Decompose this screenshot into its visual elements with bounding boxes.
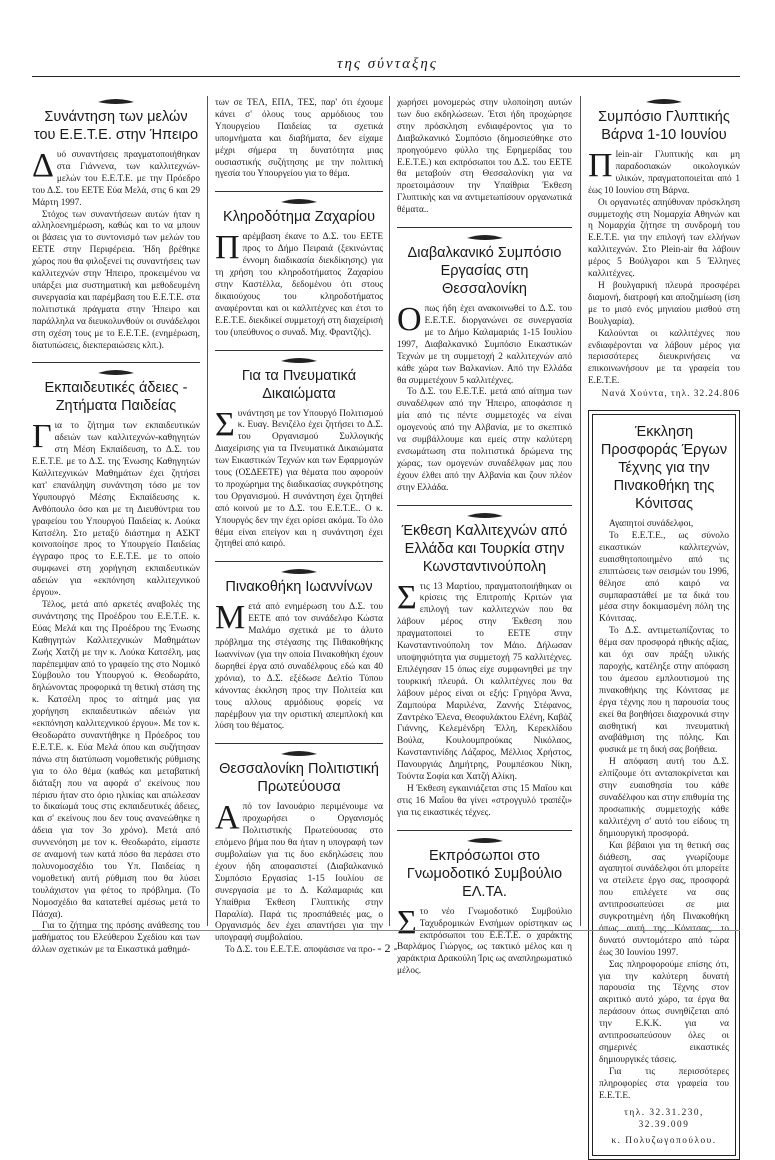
drop-cap: Π [588,147,613,184]
article-body: Αγαπητοί συνάδελφοι, Το Ε.Ε.Τ.Ε., ως σύνολο εικαστικών καλλιτεχνών, ευαισθητοποιημένο από τις επιπτώσεις των σεισμών του 1996, θέλησε από καιρό να συμπαραστάθεί με τα δικά του μέσα στην δοκιμασμένη πόλη της Κόνιτσας. Το Δ.Σ. αντιμετωπίζοντας το θέμα σαν προσφορά ηθικής αξίας, και όχι σαν πράξη υλικής παροχής, κατέληξε στην απόφαση του άμεσου εμπλουτισμού της πινακοθήκης της Κόνιτσας με έργα τέχνης που η παρουσία τους εκεί θα βοηθήσει διαχρονικά στην αισθητική και πνευματική αναβάθμιση της πόλης. Και φυσικά με τη δική σας βοήθεια. Η απόφαση αυτή του Δ.Σ. ελπίζουμε ότι ανταποκρίνεται και στην ευαισθησία του κάθε συναδέλφου και στην επιθυμία της προσωπικής συμμετοχής κάθε καλλιτέχνη σ' αυτό του είδους τη δημιουργική προσφορά. Και βέβαιοι για τη θετική σας διάθεση, σας γνωρίζουμε αγαπητοί συνάδελφοι ότι μπορείτε να στείλετε έργο σας, προσφορά που επιλέγετε να σας αντιπροσωπεύσει σε μια συγκροτημένη ήδη Πινακοθήκη όπως αυτή της Κόνιτσας, το δυνατό συντομότερο από τώρα έως 30 Ιουνίου 1997. Σας πληροφορούμε επίσης ότι, για την καλύτερη δυνατή παρουσία της Τέχνης στον ακριτικό αυτό χώρο, τα έργα θα περάσουν όπως συνηθίζεται από την Ε.Κ.Κ. για να αντιπροσωπεύσουν όλες οι σημερινές εικαστικές δημιουργικές τάσεις. Για τις περισσότερες πληροφορίες στα γραφεία του Ε.Ε.Τ.Ε. [599,519,729,1101]
article-title: Εκπαιδευτικές άδειες - Ζητήματα Παιδείας [44,380,188,415]
article-separator [215,191,383,192]
ornament-icon [96,98,136,106]
column-4 [588,98,740,1160]
article-title: Κληροδότημα Ζαχαρίου [222,209,376,226]
article-thessaloniki [215,750,383,957]
article-signature: Νανά Χούντα, τηλ. 32.24.806 [601,389,740,400]
header-rule [32,76,740,77]
page-number: - 2 - [377,941,398,955]
article-title: Έκθεση Καλλιτεχνών από Ελλάδα και Τουρκία στην Κωνσταντινούπολη [401,522,568,575]
drop-cap: Ο [397,301,422,339]
ornament-icon [96,369,136,377]
ornament-icon [279,750,319,758]
article-body: Από τον Ιανουάριο περιμένουμε να προχωρήσει ο Οργανισμός Πολιτιστικής Πρωτεύουσας στο επόμενο βήμα που θα ήταν η υπογραφή των συμβολαίων για τις δυο εκδηλώσεις που έχουν ήδη αποφασιστεί (Διαβαλκανικό Συμπόσιο Εργασίας 1-15 Ιουλίου σε συνεργασία με το Δ. Καλαμαριάς και Υπαίθρια Έκθεση Γλυπτικής στην Παραλία). Παρά τις προσπάθειές μας, ο Οργανισμός δεν έχει απαντήσει για την υπογραφή συμβολαίου. Το Δ.Σ. του Ε.Ε.Τ.Ε. αποφάσισε να προ- [215,799,383,956]
article-title: Συνάντηση των μελών του Ε.Ε.Τ.Ε. στην Ήπειρο [33,109,199,143]
article-body: Για το ζήτημα των εκπαιδευτικών αδειών των καλλιτεχνών-καθηγητών στη Μέση Εκπαίδευση, το Δ.Σ. του Ε.Ε.Τ.Ε. με το Δ.Σ. της Ένωσης Καθηγητών Καλλιτεχνικών Μαθημάτων έχει ζητήσει κατ' επανάληψη συνάντηση τόσο με τον Υφυπουργό Μέσης Εκπαίδευσης κ. Ανθόπουλο όσο και με τη Διευθύντρια του γραφείου του Υπουργού Παιδείας κ. Λούκα Κατσέλη. Στο μεταξύ διάστημα η ΑΣΚΤ κοινοποίησε προς το Υπουργείο Παιδείας έγγραφο προς το Ε.Ε.Τ.Ε. με το οποίο συμφωνεί στη χορήγηση εκπαιδευτικών αδειών για «εκπόνηση καλλιτεχνικού έργου». Τέλος, μετά από αρκετές αναβολές της συνάντησης της Προέδρου του Ε.Ε.Τ.Ε. κ. Εύας Μελά και της Προέδρου της Ένωσης Καθηγητών Καλλιτεχνικών Μαθημάτων Ζωής Χατζή με την κ. Λούκα Κατσέλη, μας παρέπεμψαν από το γραφείο της στο Νομικό Σύμβουλο του Υπουργού κ. Θεοδωράτο, δηλώνοντας προφορικά τη θετική στάση της κ. Κατσέλη προς το αίτημά μας για χορήγηση εκπαιδευτικών αδειών για «εκπόνηση καλλιτεχνικού έργου». Με τον κ. Θεοδωράτο συναντήθηκε η Πρόεδρος του Ε.Ε.Τ.Ε. κ. Εύα Μελά όπου και συζήτησαν πάνω στη διατύπωση νομοθετικής ρύθμισης για το όλο θέμα (καθώς και μεταβατική διάταξη που να αφορά σ' εκείνους που πέρισυ ήταν στο όριο ηλικίας και απώλεσαν το δικαίωμά τους στις εκπαιδευτικές άδειες, και σ' εκείνους που δεν τους ανανεώθηκε η άδεια για τον 3ο χρόνο). Μετά από συννενόηση με τον κ. Θεοδωράτο, είμαστε σε αναμονή των κατά πόσο θα περάσει στο πολυνομοσχέδιο του Υπ. Παιδείας η νομοθετική αυτή ρύθμιση που θα λύσει τουλάχιστον για φέτος το πρόβλημα. (Το Νομοσχέδιο θα κατατεθεί αμέσως μετά το Πάσχα). Για το ζήτημα της πρόσης ανάθεσης του μαθήματος του Ελεύθερου Σχεδίου και των άλλων σχετικών με τα Εικαστικά μαθημά- [32,418,200,956]
article-body: Συνάντηση με τον Υπουργό Πολιτισμού κ. Ευαγ. Βενιζέλο έχει ζητήσει το Δ.Σ. του Οργανισμού Συλλογικής Διαχείρισης για τα Πνευματικά Δικαιώματα των Εικαστικών Τεχνών και των Εφαρμογών τους (ΟΣΔΕΕΤΕ) για θέματα που αφορούν το προχώρημα της διαδικασίας συγκρότησης του Οργανισμού. Η συνάντηση έχει ζητηθεί από κοινού με το Δ.Σ. του Ε.Ε.Τ.Ε.. Ο κ. Υπουργός δεν την έχει ορίσει ακόμα. Το όλο θέμα είναι επείγον και η συνάντηση έχει ζητηθεί από καιρό. [215,405,383,550]
article-title: Πινακοθήκη Ιωαννίνων [225,579,373,596]
column-2 [215,98,383,967]
footer-rule [32,930,740,931]
drop-cap: Γ [32,418,52,456]
column-divider [580,96,581,926]
article-ekprosopoi [397,837,572,978]
article-synantisi [32,98,200,352]
column-divider [389,96,390,926]
article-title: Θεσσαλονίκη Πολιτιστική Πρωτεύουσα [219,761,379,796]
ornament-icon [465,512,505,520]
greeting: Αγαπητοί συνάδελφοι, [609,519,694,530]
column-1 [32,98,200,967]
drop-cap: Δ [32,147,54,184]
ornament-icon [279,357,319,365]
article-separator [397,227,572,228]
article-thessaloniki-continued: χωρήσει μονομερώς στην υλοποίηση αυτών των δυο εκδηλώσεων. Έτσι ήδη προχώρησε στην πρόσκληση ενδιαφέροντος για το Διαβαλκανικό Συμπόσιο (δημοσιεύθηκε στο προηγούμενο φύλλο της Εφημερίδας του Ε.Ε.Τ.Ε.) και εκπρόσωποι του Δ.Σ. του ΕΕΤΕ θα μεταβούν στη Θεσσαλονίκη για να προετοιμάσουν την Υπαίθρια Έκθεση Γλυπτικής και να αντιμετωπίσουν οργανωτικά θέματα.. [397,98,572,216]
section-title: της σύνταξης [337,56,438,72]
article-adeies-continued: των σε ΤΕΛ, ΕΠΛ, ΤΕΣ, παρ' ότι έχουμε κάνει σ' όλους τους αρμόδιους του Υπουργείου Παιδείας τα σχετικά υπομνήματα και διαβήματα, δεν είχαμε μέχρι σήμερα τη δυνατότητα μιας ουσιαστικής συζήτησης με την πολιτική ηγεσία του Υπουργείου για το θέμα. [215,98,383,180]
column-divider [207,96,208,926]
article-pinakothiki-ioanninon [215,568,383,733]
drop-cap: Μ [215,599,246,637]
article-body: Οπως ήδη έχει ανακοινωθεί το Δ.Σ. του Ε.Ε.Τ.Ε. διοργανώνει σε συνεργασία με το Δήμο Καλαμαριάς 1-15 Ιουλίου 1997, Διαβαλκανικό Συμπόσιο Εικαστικών Τεχνών με τη συμμετοχή 2 καλλιτεχνών από κάθε χώρα των Βαλκανίων. Από την Ελλάδα θα συμμετέχουν 5 καλλιτέχνες. Το Δ.Σ. του Ε.Ε.Τ.Ε. μετά από αίτημα των συναδέλφων από την Ήπειρο, αποφάσισε η μία από τις πέντε συμμετοχές να είναι ομογενούς από την Αλβανία, με το σκεπτικό να συμβάλλουμε και εμείς στην καλύτερη ενσωμάτωση στα πολιτιστικά δρώμενα της χώρας, των ομογενών συναδέλφων μας που έχουν έλθει από την Αλβανία και ζουν πλέον στην Ελλάδα. [397,301,572,493]
article-pnevmatika [215,357,383,552]
article-separator [215,350,383,351]
contact-phones: τηλ. 32.31.230, 32.39.009 [624,1107,704,1130]
ornament-icon [465,837,505,845]
article-separator [215,561,383,562]
ornament-icon [644,98,684,106]
article-separator [397,830,572,831]
article-title: Για τα Πνευματικά Δικαιώματα [241,367,357,402]
article-body: Μετά από ενημέρωση του Δ.Σ. του ΕΕΤΕ από τον συνάδελφο Κώστα Μαλάμο σχετικά με το άλυτο πρόβλημα της στέγασης της Πιθακοθήκης Ιωαννίνων (για την οποία Πινακοθήκη έχουν δωρηθεί έργα από συναδέλφους εδώ και 40 χρόνια), το Δ.Σ. εξέδωσε Δελτίο Τύπου κάνοντας έκκληση προς την Πολιτεία και τους αλλους αρμόδιους φορείς να παρέμβουν για την οριστική απεμπλοκή και λύση του θέματος. [215,599,383,732]
article-separator [397,505,572,506]
article-body: Παρέμβαση έκανε το Δ.Σ. του ΕΕΤΕ προς το Δήμο Πειραιά (ξεκινώντας έννομη διαδικασία διεκδίκησης) για τη χρήση του κληροδοτήματος Ζαχαρίου στην Καστέλλα, δεδομένου ότι στους δικαιούχους του κληροδοτήματος αναφέρονται και οι καλλιτέχνες και έτσι το Ε.Ε.Τ.Ε. διεκδικεί συμμετοχή στη διαχείρισή του (υπεύθυνος ο συναδ. Μιχ. Φραντζής). [215,229,383,338]
article-ekthesi [397,512,572,820]
column-3 [397,98,572,988]
ornament-icon [279,568,319,576]
ornament-icon [279,198,319,206]
article-diavalkaniko [397,234,572,495]
article-separator [215,743,383,744]
appeal-box [588,410,740,1159]
article-klirodotima [215,198,383,339]
ornament-icon [465,234,505,242]
contact-person: κ. Πολυζωγοπούλου. [611,1135,717,1146]
drop-cap: Α [215,799,240,837]
article-title: Συμπόσιο Γλυπτικής Βάρνα 1-10 Ιουνίου [598,109,730,143]
article-title: Έκκληση Προσφοράς Έργων Τέχνης για την Πινακοθήκη της Κόνιτσας [600,424,728,513]
drop-cap: Π [215,229,240,267]
drop-cap: Σ [215,405,235,443]
article-body: Πlein-air Γλυπτικής και μη παραδοσιακών οικολογικών υλικών, πραγματοποιείται από 1 έως 10 Ιουνίου στη Βάρνα. Οι οργανωτές απηύθυναν πρόσκληση συμμετοχής στη Νομαρχία Αθηνών και η Νομαρχία ζήτησε τη συνδρομή του Ε.Ε.Τ.Ε. για την επιλογή των ελλήνων καλλιτεχνών. Στο Plein-air θα λάβουν μέρος 5 Βούλγαροι και 5 Έλληνες καλλιτέχνες. Η βουλγαρική πλευρά προσφέρει διαμονή, διατροφή και αποζημίωση (ίση με το μισό ενός μηνιαίου μισθού στη Βουλγαρία). Καλούνται οι καλλιτέχνες που ενδιαφέρονται να λάβουν μέρος για περισσότερες διευκρινήσεις να επικοινωνήσουν με τα γραφεία του Ε.Ε.Τ.Ε. [588,147,740,387]
drop-cap: Σ [397,578,417,616]
article-body: Στις 13 Μαρτίου, πραγματοποιήθηκαν οι κρίσεις της Επιτροπής Κριτών για επιλογή των καλλιτεχνών που θα λάβουν μέρος στην Έκθεση που πραγματοποιεί το ΕΕΤΕ στην Κωνσταντινούπολη τον Μάιο. Δήλωσαν υποψηφιότητα για συμμετοχή 75 καλλιτέχνες. Επιλέγησαν 15 όπως είχε συμφωνηθεί με την τουρκική πλευρά. Οι καλλιτέχνες που θα λάβουν μέρος είναι οι εξής: Γρηγόρα Άννα, Ζαμπούρα Μαριλένα, Ζαννής Στέφανος, Ζαντρέκο Έλενα, Θεοφυλάκτου Ελένη, Καβάζ Γιάννης, Κελεμένδρη Έλλη, Κερεκλίδου Βούλα, Κουλουμπρούκας Νικόλαος, Κωνσταντινίδης Λάζαρος, Μέλλιος Χρήστος, Πανουργιάς Δημήτρης, Ρουμπέσκου Νίκη, Τούντα Σοφία και Χατζή Αλίκη. Η Έκθεση εγκαινιάζεται στις 15 Μαΐου και στις 16 Μαΐου θα γίνει «στρογγυλό τραπέζι» για τις εικαστικές τέχνες. [397,578,572,818]
article-adeies [32,369,200,957]
article-body: Δυό συναντήσεις πραγματοποιήθηκαν στα Γιάννενα, των καλλιτεχνών-μελών του Ε.Ε.Τ.Ε. με την Πρόεδρο του Δ.Σ. του ΕΕΤΕ Εύα Μελά, στις 6 και 29 Μάρτη 1997. Στόχος των συναντήσεων αυτών ήταν η αλληλοενημέρωση, καθώς και το να μπουν οι βάσεις για το συντονισμό των μελών του ΕΕΤΕ στην Περιφέρεια. Ήδη βρέθηκε χώρος που θα φιλοξενεί τις συναντήσεις των καλλιτεχνών στην Ήπειρο, προκειμένου να υπάρξει μια συστηματική και μεθοδευμένη συνεργασία και παρέμβαση του Ε.Ε.Τ.Ε. στα πολιτιστικά πράγματα στην Ήπειρο και παράλληλα να διευκολυνθούν οι συνάδελφοι στη σχέση τους με το Ε.Ε.Τ.Ε. (ενημέρωση, διατυπώσεις, διεκπεραιώσεις κλπ.). [32,147,200,351]
article-body: Στο νέο Γνωμοδοτικό Συμβούλιο Ταχυδρομικών Ενσήμων ορίστηκαν ως εκπρόσωποι του Ε.Ε.Τ.Ε. ο χαράκτης Βαρλάμος Γιώργος, ως τακτικό μέλος και η χαράκτρια Δρακούλη Ίρις ως αναπληρωματικό μέλος. [397,903,572,977]
article-title: Εκπρόσωποι στο Γνωμοδοτικό Συμβούλιο ΕΛ.ΤΑ. [406,847,563,900]
article-separator [32,362,200,363]
article-symposio-glyptikis [588,98,740,400]
drop-cap: Σ [397,903,417,941]
article-title: Διαβαλκανικό Συμπόσιο Εργασίας στη Θεσσαλονίκη [407,245,562,298]
